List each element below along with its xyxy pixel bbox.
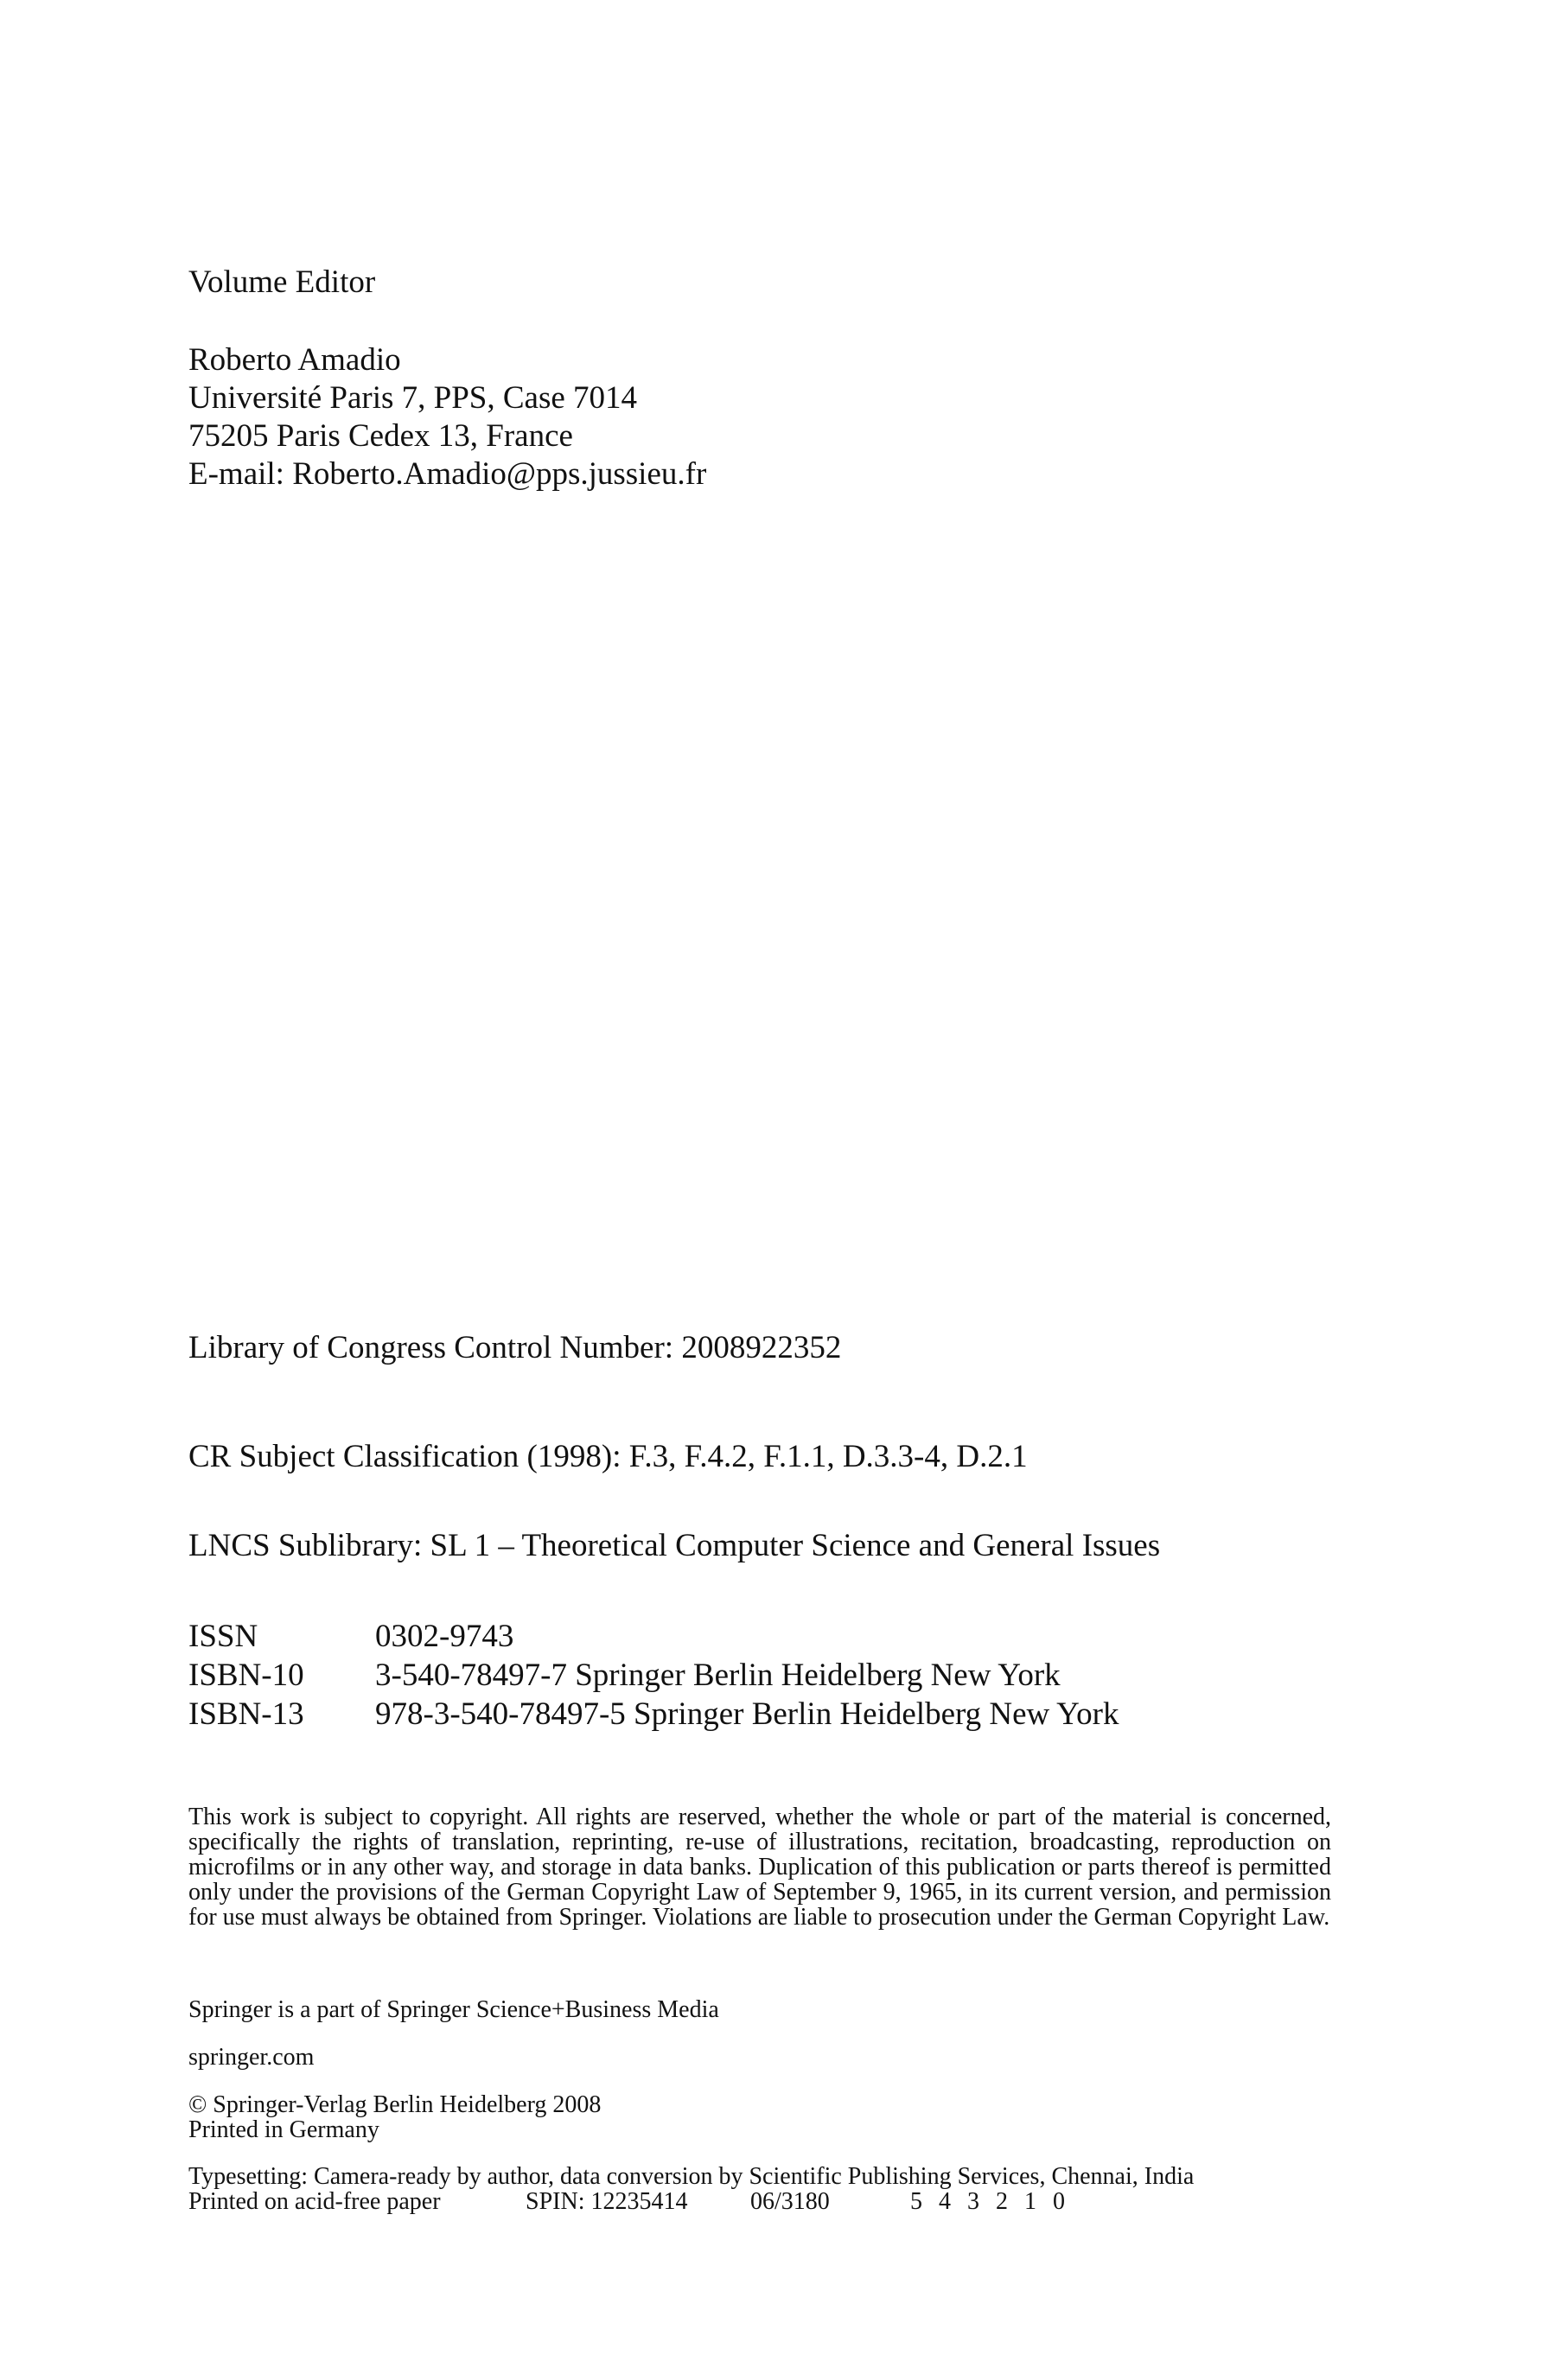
copyright-line: © Springer-Verlag Berlin Heidelberg 2008	[188, 2091, 602, 2118]
identifier-label: ISBN-13	[188, 1696, 304, 1732]
identifier-row-issn	[188, 1617, 1119, 1656]
production-block	[188, 2164, 1194, 2214]
editor-email: E-mail: Roberto.Amadio@pps.jussieu.fr	[188, 456, 707, 492]
identifier-value: 3-540-78497-7 Springer Berlin Heidelberg New York	[375, 1658, 1061, 1693]
springer-website: springer.com	[188, 2044, 315, 2071]
printed-in-line: Printed in Germany	[188, 2116, 379, 2143]
sublibrary-line: LNCS Sublibrary: SL 1 – Theoretical Computer Science and General Issues	[188, 1528, 1161, 1563]
typesetting-line: Typesetting: Camera-ready by author, data conversion by Scientific Publishing Services, Chennai, India	[188, 2163, 1195, 2190]
print-run: 5 4 3 2 1 0	[910, 2188, 1070, 2215]
identifier-row-isbn10	[188, 1656, 1119, 1695]
spin-number: SPIN: 12235414	[526, 2188, 688, 2215]
lccn-line: Library of Congress Control Number: 2008922352	[188, 1330, 842, 1365]
production-code: 06/3180	[750, 2188, 830, 2215]
springer-affiliation-line: Springer is a part of Springer Science+Business Media	[188, 1996, 719, 2023]
editor-city: 75205 Paris Cedex 13, France	[188, 418, 573, 454]
paper-note: Printed on acid-free paper	[188, 2188, 441, 2215]
identifier-label: ISSN	[188, 1619, 258, 1654]
editor-name: Roberto Amadio	[188, 342, 401, 378]
copyright-block	[188, 2092, 601, 2142]
copyright-notice-paragraph: This work is subject to copyright. All rights are reserved, whether the whole or part of the material is concerned, specifically the rights of translation, reprinting, re-use of illustrations, recitation, broadcasting, reproduction on microfilms or in any other way, and storage in data banks. Duplication of this publication or parts thereof is permitted only under the provisions of the German Copyright Law of September 9, 1965, in its current version, and permission for use must always be obtained from Springer. Violations are liable to prosecution under the German Copyright Law.	[188, 1804, 1331, 1931]
editor-address-block	[188, 341, 706, 493]
identifier-table	[188, 1617, 1119, 1734]
identifier-row-isbn13	[188, 1695, 1119, 1734]
identifier-label: ISBN-10	[188, 1658, 304, 1693]
cr-classification-line: CR Subject Classification (1998): F.3, F.4.2, F.1.1, D.3.3-4, D.2.1	[188, 1439, 1028, 1474]
editor-affiliation: Université Paris 7, PPS, Case 7014	[188, 380, 638, 416]
production-line	[188, 2189, 1194, 2214]
volume-editor-heading: Volume Editor	[188, 264, 376, 300]
identifier-value: 978-3-540-78497-5 Springer Berlin Heidelberg New York	[375, 1696, 1119, 1732]
identifier-value: 0302-9743	[375, 1619, 514, 1654]
